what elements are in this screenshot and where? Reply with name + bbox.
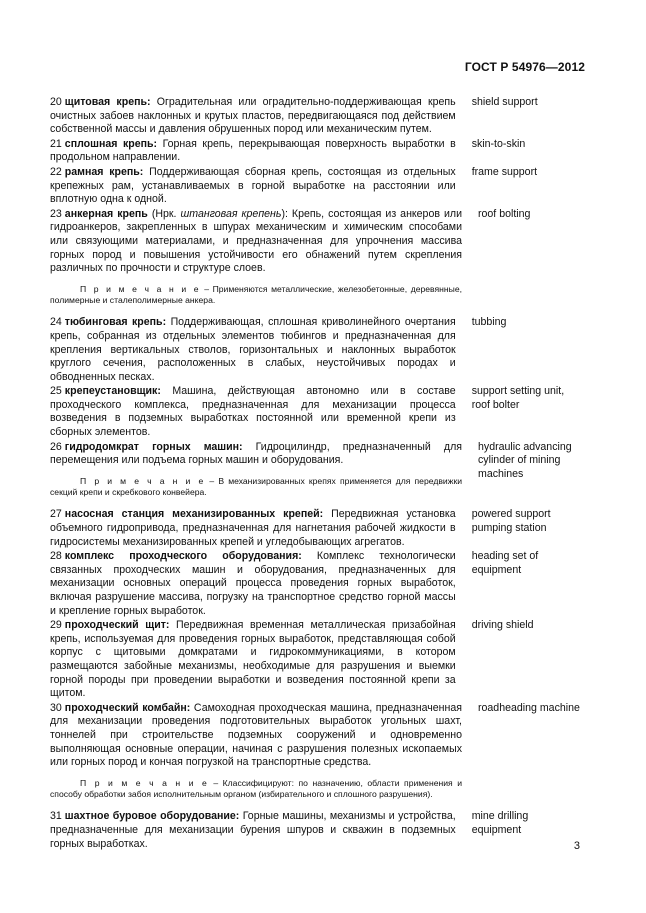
term-entry-26 xyxy=(50,441,580,508)
term-note xyxy=(50,476,462,499)
term-entry-23 xyxy=(50,208,580,316)
term-number: 27 xyxy=(50,508,62,521)
term-name: гидродомкрат горных машин: xyxy=(64,440,243,453)
term-definition xyxy=(50,550,456,618)
term-definition xyxy=(50,441,462,508)
term-name: крепеустановщик: xyxy=(64,385,161,398)
term-name: шахтное буровое оборудование: xyxy=(64,810,240,823)
term-synonym-prefix: (Нрк. xyxy=(147,207,181,220)
term-note xyxy=(50,284,462,307)
term-entry-29 xyxy=(50,619,580,701)
term-definition xyxy=(50,810,456,851)
term-entry-20 xyxy=(50,96,580,137)
term-number: 30 xyxy=(50,701,62,714)
term-english-equivalent: shield support xyxy=(471,96,538,108)
term-number: 29 xyxy=(50,619,62,632)
note-label: П р и м е ч а н и е xyxy=(80,283,201,294)
term-name: комплекс проходческого оборудования: xyxy=(64,550,302,563)
term-number: 22 xyxy=(50,165,62,178)
term-english-equivalent: skin-to-skin xyxy=(471,137,526,150)
terms-list xyxy=(50,96,580,852)
term-text: Передвижная временная металлическая призабойная крепь, используемая для проведения горных выработок, представляющая собой корпус с щитовыми домкратами и гидрокоммуникациями, в котором размещаются забойные механизмы, необходимые для разрушения и выемки горной породы при проведении выработки и возведения постоянной крепи за щитом. xyxy=(50,619,456,700)
term-definition xyxy=(50,96,456,137)
term-text: Горные машины, механизмы и устройства, предназначенные для механизации бурения шпуров и скважин в подземных горных выработках. xyxy=(50,810,456,850)
term-definition xyxy=(50,316,456,384)
term-english-equivalent: roadheading machine xyxy=(478,701,580,714)
term-text: Машина, действующая автономно или в составе проходческого комплекса, предназначенная для механизации процесса возведения в подземных выработках постоянной или временной крепи из сборных элементов. xyxy=(50,385,456,439)
term-definition xyxy=(50,385,456,439)
term-text: ): Крепь, состоящая из анкеров или гидроанкеров, закрепленных в шпурах механическим и химическим способами или связующими материалами, и предназначенная для упрочнения массива горных пород и повышения устойчивости его обнажений путем скрепления различных по прочности и структуре слоев. xyxy=(50,207,462,275)
note-text: – В механизированных крепях применяется для передвижки секций крепи и скребкового конвейера. xyxy=(50,475,463,498)
term-name: тюбинговая крепь: xyxy=(64,316,167,329)
term-entry-28 xyxy=(50,550,580,618)
term-text: Самоходная проходческая машина, предназначенная для механизации проведения подготовительных выработок угольных шахт, тоннелей при строительстве подземных сооружений и одновременно выполняющая основные операции, начиная с разрушения полезных ископаемых или горных пород и кончая погрузкой на транспортные средства. xyxy=(50,701,463,769)
term-english-equivalent: roof bolting xyxy=(478,207,531,220)
term-name: насосная станция механизированных крепей: xyxy=(64,508,324,521)
term-number: 20 xyxy=(50,96,62,108)
term-number: 26 xyxy=(50,440,62,453)
note-text: – Применяются металлические, железобетонные, деревянные, полимерные и сталеполимерные анкера. xyxy=(50,283,463,306)
term-english-equivalent: tubbing xyxy=(471,316,507,329)
term-number: 23 xyxy=(50,207,62,220)
term-entry-31 xyxy=(50,810,580,851)
term-text: Оградительная или оградительно-поддерживающая крепь очистных забоев наклонных и крутых пластов, передвигающаяся под действием собственной массы и давления обрушенных пород или механическим путем. xyxy=(50,96,456,136)
term-text: Гидроцилиндр, предназначенный для перемещения или подъема горных машин и оборудования. xyxy=(50,440,462,467)
term-entry-21 xyxy=(50,138,580,165)
term-english-equivalent: mine drilling equipment xyxy=(471,810,529,836)
note-label: П р и м е ч а н и е xyxy=(80,475,206,486)
term-definition xyxy=(50,208,462,316)
term-number: 25 xyxy=(50,385,62,398)
term-text: Поддерживающая сборная крепь, состоящая из отдельных крепежных рам, устанавливаемых в горной выработке на расстоянии или вплотную одна к одной. xyxy=(50,165,456,206)
term-text: Поддерживающая, сплошная криволинейного очертания крепь, собранная из отдельных элементов тюбингов и предназначенная для крепления вертикальных стволов, горизонтальных и наклонных выработок круглого сечения, расположенных в слабых, неустойчивых породах и обводненных песках. xyxy=(50,316,456,383)
term-english-equivalent: support setting unit, roof bolter xyxy=(471,385,565,411)
term-entry-24 xyxy=(50,316,580,384)
term-entry-25 xyxy=(50,385,580,439)
term-text: Комплекс технологически связанных проходческих машин и оборудования, предназначенных для механизации основных операций процесса проведения горных выработок, включая разрушение массива, погрузку на транспортное средство горной массы и крепление горных выработок. xyxy=(50,550,456,617)
term-english-equivalent: heading set of equipment xyxy=(471,550,539,576)
term-definition xyxy=(50,702,462,810)
term-synonym: штанговая крепень xyxy=(180,207,282,220)
page-number: 3 xyxy=(573,840,580,852)
term-english-equivalent: driving shield xyxy=(471,619,534,632)
note-label: П р и м е ч а н и е xyxy=(80,777,209,788)
term-definition xyxy=(50,166,456,207)
term-definition xyxy=(50,619,456,701)
term-number: 28 xyxy=(50,550,62,563)
term-english-equivalent: powered support pumping station xyxy=(471,508,551,535)
term-english-equivalent: hydraulic advancing cylinder of mining machines xyxy=(478,440,572,480)
term-number: 21 xyxy=(50,137,62,150)
term-number: 24 xyxy=(50,316,62,329)
document-code: ГОСТ Р 54976—2012 xyxy=(464,60,585,74)
term-name: рамная крепь: xyxy=(64,165,144,178)
term-name: проходческий комбайн: xyxy=(64,701,191,714)
note-text: – Классифицируют: по назначению, области применения и способу обработки забоя исполнительным органом (избирательного и сплошного разрушения). xyxy=(50,777,463,800)
term-definition xyxy=(50,508,456,549)
term-english-equivalent: frame support xyxy=(471,165,538,178)
term-name: сплошная крепь: xyxy=(64,137,158,150)
term-name: щитовая крепь: xyxy=(64,96,151,108)
term-note xyxy=(50,778,462,801)
term-text: Передвижная установка объемного гидропривода, предназначенная для нагнетания рабочей жидкости в гидросистемы механизированных крепей и угледобывающих агрегатов. xyxy=(50,508,456,548)
term-name: проходческий щит: xyxy=(64,619,170,632)
term-entry-22 xyxy=(50,166,580,207)
term-entry-27 xyxy=(50,508,580,549)
term-definition xyxy=(50,138,456,165)
term-name: анкерная крепь xyxy=(64,207,148,220)
term-entry-30 xyxy=(50,702,580,810)
term-text: Горная крепь, перекрывающая поверхность выработки в продольном направлении. xyxy=(50,137,456,164)
term-number: 31 xyxy=(50,810,62,823)
